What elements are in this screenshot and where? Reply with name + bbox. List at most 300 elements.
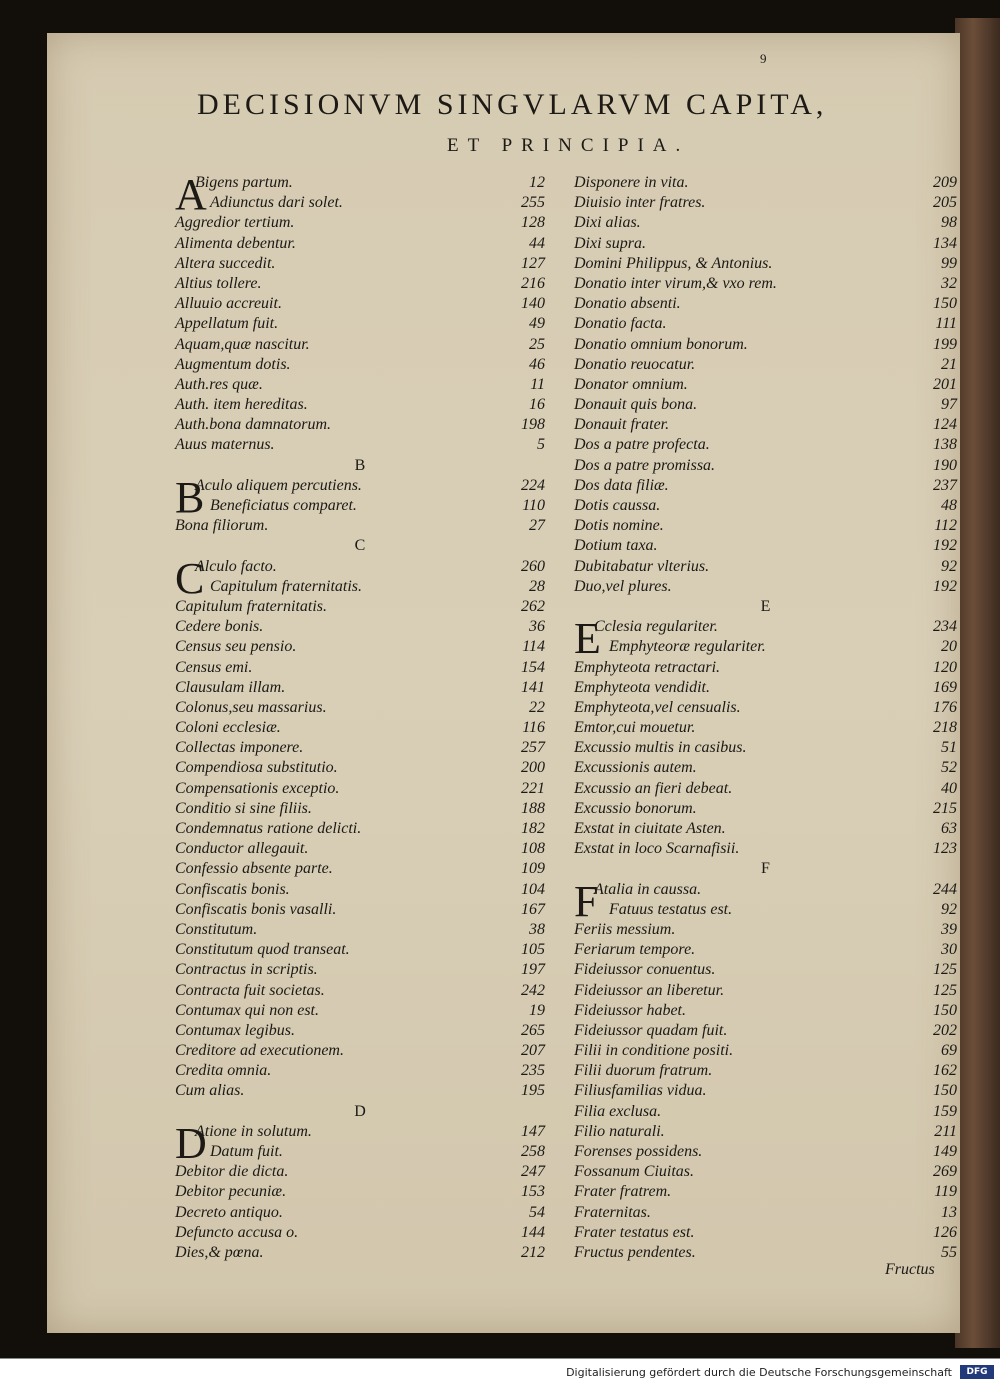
entry-text: Frater fratrem.	[574, 1183, 672, 1201]
index-entry	[574, 234, 957, 254]
entry-text: Collectas imponere.	[175, 739, 304, 757]
entry-number: 119	[934, 1183, 957, 1201]
entry-text: Filio naturali.	[574, 1122, 665, 1140]
entry-number: 167	[521, 900, 545, 918]
index-entry	[175, 375, 545, 395]
index-entry	[574, 758, 957, 778]
entry-text: Capitulum fraternitatis.	[210, 577, 363, 595]
index-entry	[574, 1081, 957, 1101]
entry-number: 247	[521, 1163, 545, 1181]
index-entry	[574, 577, 957, 597]
entry-number: 159	[933, 1102, 957, 1120]
index-entry	[175, 859, 545, 879]
entry-number: 150	[933, 1082, 957, 1100]
entry-text: Filii duorum fratrum.	[574, 1062, 713, 1080]
index-entry	[574, 658, 957, 678]
entry-text: Filia exclusa.	[574, 1102, 662, 1120]
book-page	[47, 33, 960, 1333]
entry-text: Fideiussor habet.	[574, 1001, 686, 1019]
page-title: DECISIONVM SINGVLARVM CAPITA,	[197, 88, 828, 121]
entry-number: 114	[522, 638, 545, 656]
entry-text: Condemnatus ratione delicti.	[175, 820, 362, 837]
entry-text: Feriis messium.	[574, 920, 676, 938]
entry-number: 154	[521, 658, 545, 676]
index-entry	[574, 839, 957, 859]
drop-cap: B	[175, 472, 205, 522]
entry-text: Dubitabatur vlterius.	[574, 557, 710, 575]
entry-number: 127	[521, 254, 545, 272]
index-entry	[574, 335, 957, 355]
index-entry	[175, 698, 545, 718]
entry-number: 32	[941, 274, 957, 292]
entry-number: 126	[933, 1223, 957, 1241]
index-entry	[175, 678, 545, 698]
entry-text: Cum alias.	[175, 1082, 245, 1100]
index-column-left	[175, 170, 545, 1263]
entry-text: Domini Philippus, & Antonius.	[574, 254, 773, 272]
index-entry	[175, 355, 545, 375]
entry-number: 92	[941, 557, 957, 575]
letter-heading: E	[760, 597, 771, 615]
entry-text: Fraternitas.	[574, 1203, 651, 1221]
entry-number: 38	[529, 920, 545, 938]
index-entry	[574, 637, 957, 657]
entry-number: 218	[933, 719, 957, 737]
entry-number: 44	[529, 234, 545, 252]
entry-number: 19	[529, 1001, 545, 1019]
index-entry	[574, 1102, 957, 1122]
entry-text: Fideiussor an liberetur.	[574, 981, 725, 999]
index-entry	[175, 920, 545, 940]
entry-text: Auth. item hereditas.	[175, 396, 308, 414]
entry-number: 198	[521, 416, 545, 434]
entry-number: 234	[933, 618, 957, 636]
letter-heading: B	[354, 456, 366, 474]
entry-text: Forenses possidens.	[574, 1143, 703, 1160]
entry-number: 134	[933, 234, 957, 252]
entry-text: Donauit frater.	[574, 416, 670, 434]
entry-number: 269	[933, 1163, 957, 1181]
index-entry	[175, 1142, 545, 1162]
entry-text: Fructus pendentes.	[574, 1243, 696, 1261]
page-subtitle: ET PRINCIPIA.	[447, 135, 690, 156]
index-entry	[574, 1021, 957, 1041]
entry-text: Excussio an fieri debeat.	[574, 779, 733, 797]
entry-number: 108	[521, 840, 545, 858]
index-entry	[175, 1041, 545, 1061]
entry-number: 28	[529, 577, 545, 595]
entry-number: 150	[933, 295, 957, 313]
entry-text: Excussio multis in casibus.	[574, 739, 747, 757]
entry-text: Emtor,cui mouetur.	[574, 719, 696, 737]
index-entry	[175, 1162, 545, 1182]
entry-text: Disponere in vita.	[574, 174, 689, 191]
entry-number: 140	[521, 295, 545, 313]
entry-text: Dotis caussa.	[574, 497, 661, 514]
entry-text: Decreto antiquo.	[175, 1203, 283, 1221]
entry-text: Dotis nomine.	[574, 517, 664, 535]
index-entry	[175, 819, 545, 839]
entry-number: 224	[521, 476, 545, 494]
entry-text: Cedere bonis.	[175, 618, 264, 636]
entry-text: Contumax qui non est.	[175, 1001, 319, 1019]
entry-text: Emphyteota retractari.	[574, 658, 721, 676]
index-entry	[175, 254, 545, 274]
entry-number: 202	[933, 1021, 957, 1039]
index-entry	[574, 1001, 957, 1021]
entry-number: 244	[933, 880, 957, 898]
index-entry	[574, 1122, 957, 1142]
entry-number: 99	[941, 254, 957, 272]
index-entry	[175, 1223, 545, 1243]
entry-text: Bona filiorum.	[175, 517, 269, 535]
entry-number: 104	[521, 880, 545, 898]
letter-heading: C	[354, 537, 366, 555]
index-entry	[175, 799, 545, 819]
entry-text: Cclesia regulariter.	[594, 618, 718, 636]
entry-text: Contumax legibus.	[175, 1021, 295, 1039]
entry-text: Dixi alias.	[574, 214, 641, 232]
entry-number: 192	[933, 577, 957, 595]
index-entry	[574, 557, 957, 577]
index-entry	[574, 213, 957, 233]
index-entry	[175, 234, 545, 254]
entry-number: 162	[933, 1062, 957, 1080]
index-entry	[175, 981, 545, 1001]
letter-heading: D	[354, 1102, 366, 1120]
entry-text: Compensationis exceptio.	[175, 779, 340, 797]
entry-text: Fideiussor conuentus.	[574, 961, 716, 979]
index-entry	[175, 718, 545, 738]
entry-text: Dies,& pœna.	[175, 1243, 264, 1261]
entry-text: Donatio reuocatur.	[574, 355, 696, 373]
index-entry	[175, 960, 545, 980]
entry-text: Dos a patre promissa.	[574, 456, 716, 474]
index-entry	[574, 274, 957, 294]
entry-number: 176	[933, 698, 957, 716]
index-entry	[175, 1203, 545, 1223]
index-entry	[175, 1021, 545, 1041]
entry-text: Aggredior tertium.	[175, 214, 295, 232]
index-entry	[574, 496, 957, 516]
index-entry	[574, 294, 957, 314]
entry-number: 13	[941, 1203, 957, 1221]
index-entry	[574, 1203, 957, 1223]
catchword: Fructus	[885, 1261, 935, 1278]
index-entry	[574, 779, 957, 799]
index-entry	[574, 1142, 957, 1162]
entry-text: Auth.bona damnatorum.	[175, 416, 331, 434]
entry-text: Augmentum dotis.	[175, 355, 291, 373]
entry-number: 125	[933, 961, 957, 979]
index-entry	[175, 294, 545, 314]
entry-number: 237	[933, 476, 957, 494]
entry-number: 16	[529, 396, 545, 414]
index-entry	[574, 1182, 957, 1202]
entry-number: 27	[529, 517, 545, 535]
entry-text: Filii in conditione positi.	[574, 1042, 734, 1060]
index-entry	[574, 476, 957, 496]
entry-number: 20	[941, 638, 957, 656]
entry-number: 153	[521, 1183, 545, 1201]
index-entry	[175, 516, 545, 536]
index-entry	[175, 274, 545, 294]
entry-text: Donatio facta.	[574, 315, 667, 333]
entry-text: Exstat in ciuitate Asten.	[574, 820, 726, 837]
entry-number: 235	[521, 1062, 545, 1080]
index-entry	[175, 738, 545, 758]
index-entry	[574, 738, 957, 758]
entry-number: 221	[521, 779, 545, 797]
index-entry	[175, 395, 545, 415]
index-entry	[574, 698, 957, 718]
entry-text: Frater testatus est.	[574, 1223, 695, 1241]
entry-text: Excussionis autem.	[574, 759, 697, 777]
entry-number: 209	[933, 174, 957, 191]
entry-number: 30	[941, 941, 957, 959]
entry-text: Duo,vel plures.	[574, 577, 672, 595]
entry-number: 11	[530, 375, 545, 393]
index-entry	[175, 415, 545, 435]
drop-cap: C	[175, 553, 205, 603]
entry-number: 242	[521, 981, 545, 999]
entry-number: 97	[941, 396, 957, 414]
entry-number: 92	[941, 900, 957, 918]
entry-text: Atione in solutum.	[195, 1122, 312, 1140]
index-entry	[574, 799, 957, 819]
entry-text: Feriarum tempore.	[574, 941, 696, 959]
entry-number: 105	[521, 941, 545, 959]
index-entry	[175, 940, 545, 960]
index-entry	[175, 1001, 545, 1021]
index-entry	[574, 456, 957, 476]
index-entry	[175, 314, 545, 334]
entry-text: Donatio omnium bonorum.	[574, 335, 748, 353]
drop-cap: F	[574, 876, 599, 926]
entry-text: Excussio bonorum.	[574, 799, 697, 817]
entry-text: Constitutum.	[175, 920, 258, 938]
index-entry	[175, 617, 545, 637]
entry-number: 120	[933, 658, 957, 676]
entry-number: 128	[521, 214, 545, 232]
entry-number: 98	[941, 214, 957, 232]
book-edge	[955, 18, 1000, 1348]
entry-number: 54	[529, 1203, 545, 1221]
index-column-right	[574, 173, 957, 1263]
entry-text: Confiscatis bonis.	[175, 880, 290, 898]
index-entry	[574, 900, 957, 920]
drop-cap: D	[175, 1118, 207, 1168]
entry-number: 258	[521, 1143, 545, 1160]
entry-text: Conditio si sine filiis.	[175, 799, 312, 817]
index-entry	[574, 1041, 957, 1061]
index-entry	[175, 900, 545, 920]
index-entry	[175, 435, 545, 455]
entry-number: 5	[537, 436, 545, 454]
entry-number: 150	[933, 1001, 957, 1019]
entry-text: Appellatum fuit.	[175, 315, 279, 333]
entry-text: Auth.res quæ.	[175, 375, 263, 393]
entry-text: Debitor die dicta.	[175, 1163, 289, 1181]
entry-number: 52	[941, 759, 957, 777]
entry-number: 63	[941, 820, 957, 837]
index-entry	[175, 1243, 545, 1263]
index-entry	[175, 880, 545, 900]
entry-number: 144	[521, 1223, 545, 1241]
entry-number: 125	[933, 981, 957, 999]
entry-text: Contractus in scriptis.	[175, 961, 318, 979]
entry-number: 141	[521, 678, 545, 696]
entry-number: 265	[521, 1021, 545, 1039]
entry-number: 124	[933, 416, 957, 434]
entry-text: Emphyteota vendidit.	[574, 678, 710, 696]
entry-text: Coloni ecclesiæ.	[175, 719, 281, 737]
entry-number: 111	[935, 315, 957, 333]
entry-text: Clausulam illam.	[175, 678, 286, 696]
entry-text: Bigens partum.	[195, 174, 293, 191]
entry-number: 211	[934, 1122, 957, 1140]
entry-number: 109	[521, 860, 545, 878]
entry-number: 215	[933, 799, 957, 817]
index-entry	[574, 395, 957, 415]
entry-number: 112	[934, 517, 957, 535]
index-entry	[574, 193, 957, 213]
index-entry	[574, 960, 957, 980]
entry-text: Filiusfamilias vidua.	[574, 1082, 707, 1100]
entry-number: 201	[933, 375, 957, 393]
entry-text: Auus maternus.	[175, 436, 275, 454]
index-entry	[175, 758, 545, 778]
footer-bar	[0, 1358, 1000, 1386]
index-entry	[175, 335, 545, 355]
entry-text: Altera succedit.	[175, 254, 276, 272]
entry-number: 147	[521, 1122, 545, 1140]
entry-number: 36	[529, 618, 545, 636]
entry-text: Aquam,quæ nascitur.	[175, 335, 310, 353]
entry-text: Compendiosa substitutio.	[175, 759, 338, 777]
index-entry	[574, 516, 957, 536]
entry-text: Donatio absenti.	[574, 295, 681, 313]
entry-number: 260	[521, 557, 545, 575]
entry-number: 48	[941, 497, 957, 514]
index-entry	[574, 1061, 957, 1081]
index-entry	[574, 1223, 957, 1243]
index-entry	[175, 1182, 545, 1202]
entry-number: 123	[933, 840, 957, 858]
entry-number: 199	[933, 335, 957, 353]
entry-number: 262	[521, 597, 545, 615]
index-entry	[574, 1162, 957, 1182]
drop-cap: A	[175, 170, 207, 219]
index-entry	[574, 678, 957, 698]
entry-number: 12	[529, 174, 545, 191]
entry-text: Dos data filiæ.	[574, 476, 669, 494]
entry-text: Donatio inter virum,& vxo rem.	[574, 274, 777, 292]
entry-text: Confiscatis bonis vasalli.	[175, 900, 337, 918]
entry-text: Exstat in loco Scarnafisii.	[574, 840, 740, 858]
index-entry	[574, 920, 957, 940]
index-entry	[175, 213, 545, 233]
letter-heading: F	[761, 860, 770, 878]
entry-number: 46	[529, 355, 545, 373]
entry-number: 51	[941, 739, 957, 757]
entry-number: 110	[522, 497, 545, 514]
entry-text: Fossanum Ciuitas.	[574, 1163, 695, 1181]
entry-text: Atalia in caussa.	[594, 880, 702, 898]
entry-text: Dotium taxa.	[574, 537, 658, 555]
index-entry	[175, 779, 545, 799]
entry-text: Confessio absente parte.	[175, 860, 333, 878]
entry-text: Census emi.	[175, 658, 253, 676]
index-entry	[175, 658, 545, 678]
entry-number: 116	[522, 719, 545, 737]
entry-text: Aculo aliquem percutiens.	[195, 476, 362, 494]
entry-number: 197	[521, 961, 545, 979]
index-entry	[175, 496, 545, 516]
entry-text: Alimenta debentur.	[175, 234, 296, 252]
index-entry	[175, 597, 545, 617]
entry-number: 255	[521, 194, 545, 212]
entry-text: Constitutum quod transeat.	[175, 941, 350, 959]
entry-text: Adiunctus dari solet.	[210, 194, 343, 212]
entry-number: 200	[521, 759, 545, 777]
index-entry	[175, 193, 545, 213]
entry-text: Emphyteota,vel censualis.	[574, 698, 741, 716]
entry-number: 40	[941, 779, 957, 797]
entry-number: 55	[941, 1243, 957, 1261]
entry-text: Colonus,seu massarius.	[175, 698, 327, 716]
index-entry	[175, 839, 545, 859]
entry-text: Debitor pecuniæ.	[175, 1183, 287, 1201]
entry-number: 49	[529, 315, 545, 333]
entry-number: 257	[521, 739, 545, 757]
index-entry	[574, 314, 957, 334]
index-entry	[574, 718, 957, 738]
index-entry	[574, 254, 957, 274]
index-entry	[574, 819, 957, 839]
entry-text: Altius tollere.	[175, 274, 262, 292]
entry-number: 39	[941, 920, 957, 938]
index-entry	[574, 355, 957, 375]
footer-text: Digitalisierung gefördert durch die Deutsche Forschungsgemeinschaft	[566, 1366, 952, 1379]
index-entry	[574, 435, 957, 455]
index-entry	[574, 415, 957, 435]
entry-number: 182	[521, 820, 545, 837]
entry-text: Datum fuit.	[210, 1143, 283, 1160]
index-entry	[175, 1061, 545, 1081]
index-entry	[574, 375, 957, 395]
entry-text: Donator omnium.	[574, 375, 688, 393]
page-mark: 9	[760, 51, 767, 66]
entry-number: 69	[941, 1042, 957, 1060]
entry-text: Emphyteoræ regulariter.	[609, 638, 766, 656]
entry-number: 205	[933, 194, 957, 212]
entry-text: Dos a patre profecta.	[574, 436, 710, 454]
entry-number: 192	[933, 537, 957, 555]
entry-number: 138	[933, 436, 957, 454]
entry-text: Census seu pensio.	[175, 638, 297, 656]
index-entry	[175, 637, 545, 657]
entry-number: 190	[933, 456, 957, 474]
entry-text: Fideiussor quadam fuit.	[574, 1021, 728, 1039]
entry-number: 25	[529, 335, 545, 353]
entry-text: Fatuus testatus est.	[609, 900, 733, 918]
entry-text: Contracta fuit societas.	[175, 981, 325, 999]
index-entry	[574, 536, 957, 556]
dfg-logo: DFG	[960, 1365, 994, 1379]
entry-number: 22	[529, 698, 545, 716]
index-entry	[574, 940, 957, 960]
